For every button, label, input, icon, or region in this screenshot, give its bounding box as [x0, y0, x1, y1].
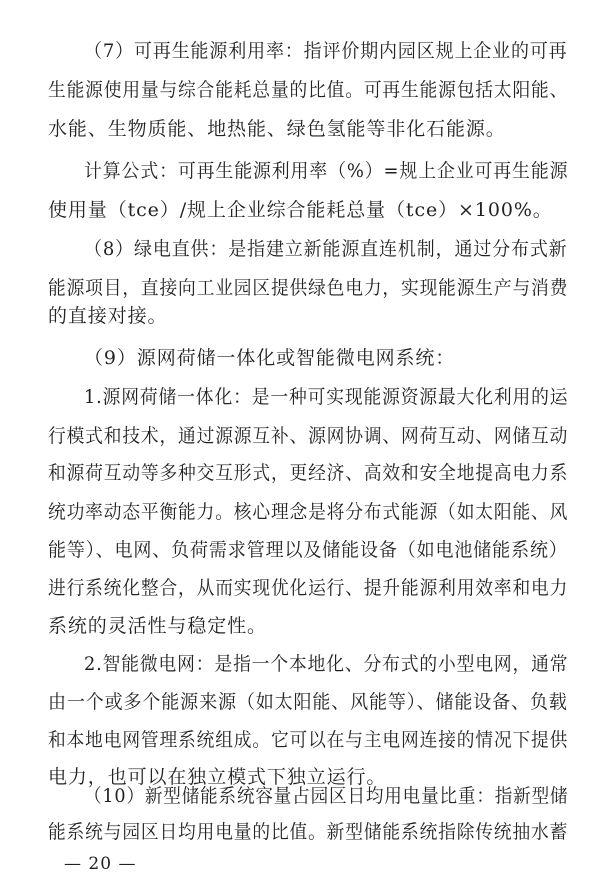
text-line: 进行系统化整合，从而实现优化运行、提升能源利用效率和电力 [48, 577, 569, 599]
text-line: （7）可再生能源利用率：指评价期内园区规上企业的可再 [84, 40, 568, 62]
text-line: 由一个或多个能源来源（如太阳能、风能等）、储能设备、负载 [48, 691, 568, 713]
text-line: 行模式和技术，通过源源互补、源网协调、网荷互动、网储互动 [48, 425, 569, 447]
text-line: 系统的灵活性与稳定性。 [48, 615, 267, 637]
text-line: 计算公式：可再生能源利用率（%）=规上企业可再生能源 [84, 160, 569, 182]
text-line: 的直接对接。 [48, 305, 168, 327]
text-line: 电力，也可以在独立模式下独立运行。 [48, 766, 387, 788]
text-line: 能等）、电网、负荷需求管理以及储能设备（如电池储能系统） [48, 539, 568, 561]
page-number: — 20 — [64, 854, 137, 874]
text-line: 1.源网荷储一体化：是一种可实现能源资源最大化利用的运 [84, 386, 569, 408]
text-line: 统功率动态平衡能力。核心理念是将分布式能源（如太阳能、风 [48, 501, 569, 523]
text-line: 使用量（tce）/规上企业综合能耗总量（tce）×100%。 [48, 199, 553, 221]
text-line: 水能、生物质能、地热能、绿色氢能等非化石能源。 [48, 118, 506, 140]
text-line: （10）新型储能系统容量占园区日均用电量比重：指新型储 [84, 785, 569, 807]
text-line: （9）源网荷储一体化或智能微电网系统： [84, 347, 456, 369]
text-line: 生能源使用量与综合能耗总量的比值。可再生能源包括太阳能、 [48, 79, 569, 101]
text-line: 和本地电网管理系统组成。它可以在与主电网连接的情况下提供 [48, 729, 569, 751]
text-line: 和源荷互动等多种交互形式，更经济、高效和安全地提高电力系 [48, 462, 569, 484]
text-line: （8）绿电直供：是指建立新能源直连机制，通过分布式新 [84, 238, 568, 260]
text-line: 能系统与园区日均用电量的比值。新型储能系统指除传统抽水蓄 [48, 821, 569, 843]
text-line: 2.智能微电网：是指一个本地化、分布式的小型电网，通常 [84, 653, 569, 675]
text-line: 能源项目，直接向工业园区提供绿色电力，实现能源生产与消费 [48, 277, 569, 299]
